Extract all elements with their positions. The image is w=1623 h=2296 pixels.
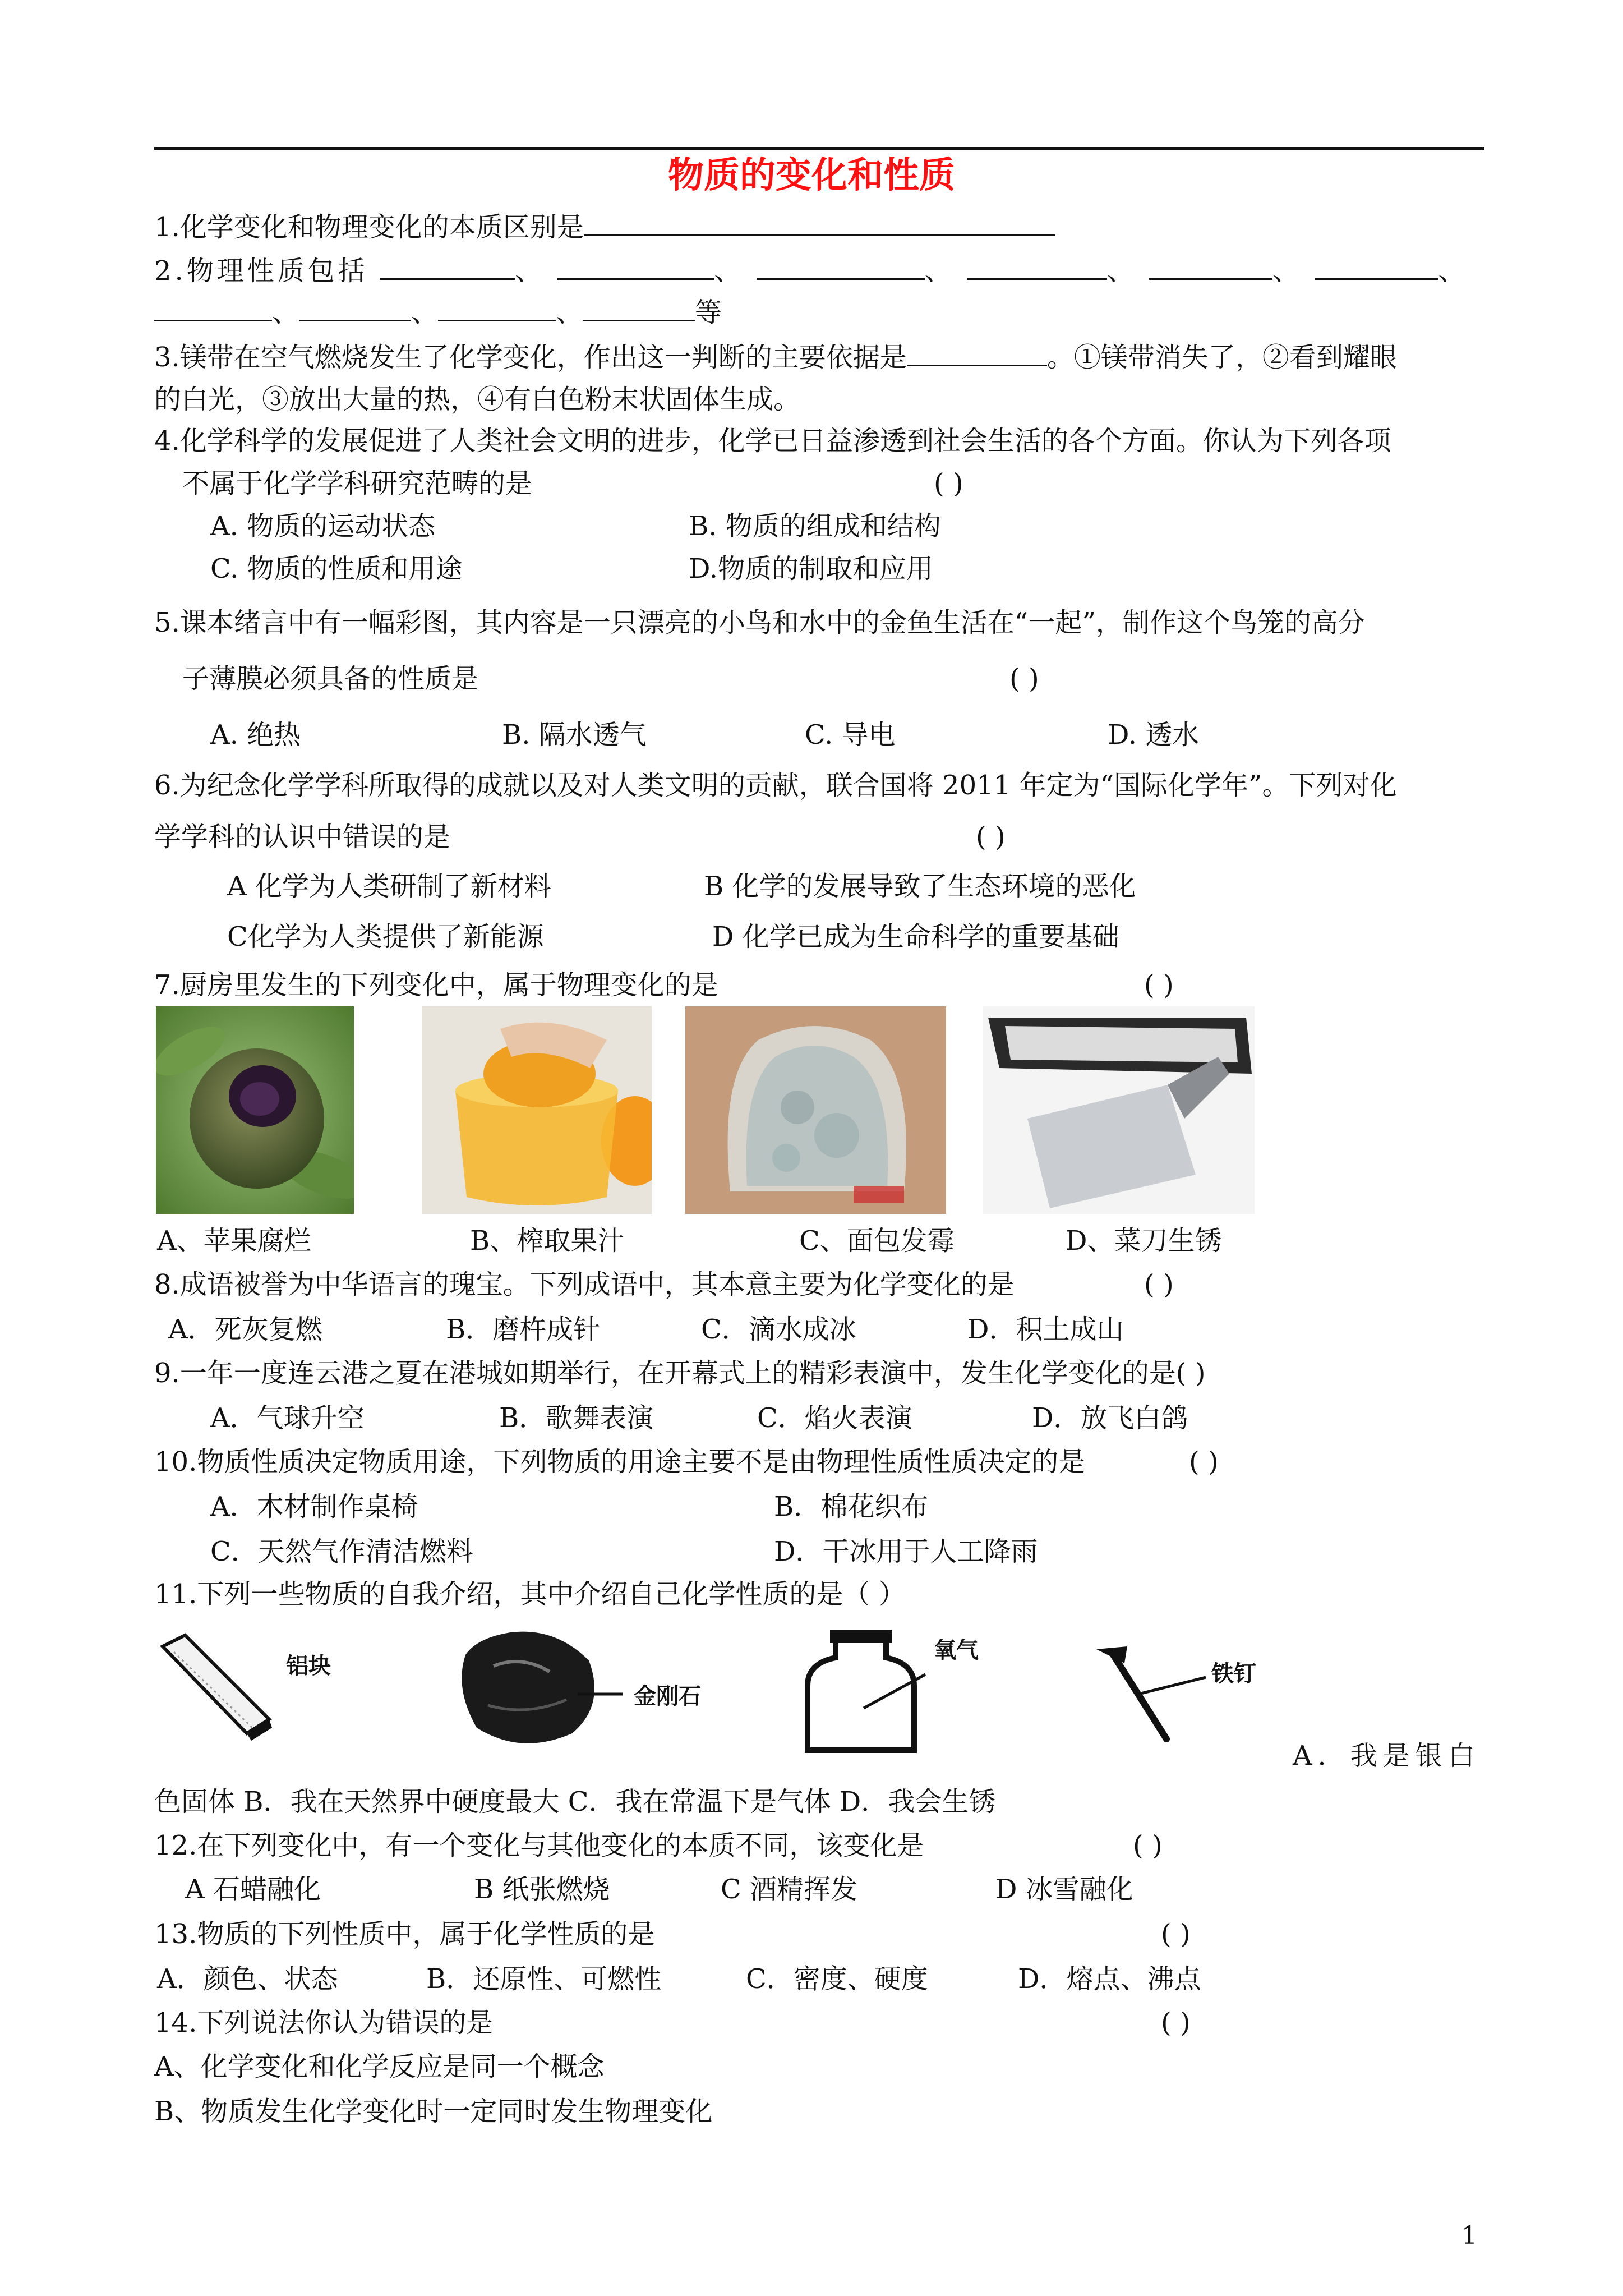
- option-c[interactable]: C. 导电: [805, 719, 896, 751]
- question-9: 9.一年一度连云港之夏在港城如期举行，在开幕式上的精彩表演中，发生化学变化的是( ): [154, 1358, 1206, 1389]
- separator: 、: [1272, 255, 1303, 287]
- question-12: 12.在下列变化中，有一个变化与其他变化的本质不同，该变化是: [154, 1830, 924, 1861]
- header-rule: [154, 147, 1484, 150]
- question-1: [154, 209, 1055, 245]
- option-b[interactable]: B．还原性、可燃性: [426, 1963, 662, 1995]
- question-11-option-a[interactable]: A．我是银白: [1293, 1740, 1481, 1772]
- diamond-icon: [443, 1621, 623, 1756]
- answer-paren[interactable]: ( ): [1144, 969, 1174, 1001]
- option-b[interactable]: B、榨取果汁: [470, 1225, 625, 1257]
- question-11: 11.下列一些物质的自我介绍，其中介绍自己化学性质的是（ ）: [154, 1579, 906, 1610]
- option-b[interactable]: B 化学的发展导致了生态环境的恶化: [704, 871, 1136, 902]
- option-c[interactable]: C．密度、硬度: [746, 1963, 928, 1995]
- option-b[interactable]: B. 物质的组成和结构: [689, 510, 941, 542]
- option-a[interactable]: A、化学变化和化学反应是同一个概念: [154, 2051, 605, 2082]
- page-number: 1: [1461, 2221, 1477, 2250]
- aluminum-block-icon: [157, 1630, 286, 1742]
- option-c[interactable]: C 酒精挥发: [721, 1874, 857, 1905]
- question-3-line2: 的白光，③放出大量的热，④有白色粉末状固体生成。: [154, 384, 801, 415]
- separator: 、: [924, 255, 955, 287]
- option-a[interactable]: A. 物质的运动状态: [210, 510, 436, 542]
- question-13: 13.物质的下列性质中，属于化学性质的是: [154, 1918, 655, 1950]
- separator: 、: [1106, 255, 1137, 287]
- answer-blank[interactable]: [757, 252, 925, 280]
- question-2: [154, 252, 1469, 289]
- answer-blank[interactable]: [907, 339, 1047, 366]
- question-6: 6.为纪念化学学科所取得的成就以及对人类文明的贡献，联合国将 2011 年定为“国际化学年”。下列对化: [154, 770, 1397, 801]
- answer-blank[interactable]: [380, 252, 515, 280]
- separator: 、: [515, 255, 546, 287]
- question-14: 14.下列说法你认为错误的是: [154, 2007, 494, 2039]
- option-b[interactable]: B、物质发生化学变化时一定同时发生物理变化: [154, 2096, 713, 2127]
- question-4: 4.化学科学的发展促进了人类社会文明的进步，化学已日益渗透到社会生活的各个方面。你认为下列各项: [154, 425, 1391, 457]
- option-c[interactable]: C化学为人类提供了新能源: [227, 921, 544, 953]
- option-b[interactable]: B 纸张燃烧: [474, 1874, 610, 1905]
- question-5-line2: 子薄膜必须具备的性质是: [182, 663, 479, 694]
- option-d[interactable]: D 冰雪融化: [995, 1874, 1133, 1905]
- option-a[interactable]: A 化学为人类研制了新材料: [227, 871, 551, 902]
- option-d[interactable]: D．放飞白鸽: [1032, 1402, 1188, 1434]
- option-c[interactable]: C. 物质的性质和用途: [210, 553, 463, 585]
- option-a[interactable]: A．木材制作桌椅: [210, 1491, 418, 1522]
- answer-paren[interactable]: ( ): [1144, 1269, 1174, 1300]
- answer-blank[interactable]: [154, 294, 272, 321]
- separator: 、: [714, 255, 745, 287]
- option-d[interactable]: D. 透水: [1108, 719, 1200, 751]
- answer-paren[interactable]: ( ): [976, 821, 1006, 853]
- diamond-label: 金刚石: [634, 1683, 701, 1709]
- question-2-text: 2.物理性质包括: [154, 255, 368, 287]
- kitchen-knife-photo: [983, 1006, 1255, 1214]
- option-c[interactable]: C．天然气作清洁燃料: [210, 1536, 473, 1567]
- option-d[interactable]: D．干冰用于人工降雨: [774, 1536, 1038, 1567]
- option-c[interactable]: C、面包发霉: [799, 1225, 955, 1257]
- answer-blank[interactable]: [584, 209, 1055, 236]
- option-d[interactable]: D 化学已成为生命科学的重要基础: [712, 921, 1119, 953]
- option-a[interactable]: A. 绝热: [210, 719, 301, 751]
- moldy-bread-photo: [685, 1006, 946, 1214]
- option-a[interactable]: A．死灰复燃: [168, 1314, 322, 1345]
- answer-paren[interactable]: ( ): [1161, 2007, 1191, 2039]
- answer-blank[interactable]: [1149, 252, 1272, 280]
- question-2-cont: 、 、 、 等: [154, 294, 722, 330]
- question-4-line2: 不属于化学学科研究范畴的是: [182, 468, 533, 499]
- aluminum-label: 铝块: [286, 1653, 331, 1679]
- option-b[interactable]: B．棉花织布: [774, 1491, 929, 1522]
- page-title: 物质的变化和性质: [668, 154, 955, 196]
- answer-paren[interactable]: ( ): [934, 468, 963, 499]
- option-d[interactable]: D、菜刀生锈: [1066, 1225, 1222, 1257]
- question-11-options[interactable]: 色固体 B．我在天然界中硬度最大 C．我在常温下是气体 D．我会生锈: [154, 1786, 996, 1818]
- answer-paren[interactable]: ( ): [1189, 1446, 1219, 1478]
- oxygen-bottle-icon: [796, 1624, 931, 1759]
- question-6-line2: 学学科的认识中错误的是: [154, 821, 451, 853]
- option-d[interactable]: D．熔点、沸点: [1018, 1963, 1201, 1995]
- answer-blank[interactable]: [967, 252, 1107, 280]
- option-b[interactable]: B．磨杵成针: [446, 1314, 601, 1345]
- rotten-apple-photo: [156, 1006, 354, 1214]
- iron-nail-label: 铁钉: [1211, 1661, 1256, 1687]
- question-8: 8.成语被誉为中华语言的瑰宝。下列成语中，其本意主要为化学变化的是: [154, 1269, 1015, 1300]
- juicer-photo: [422, 1006, 652, 1214]
- option-a[interactable]: A．颜色、状态: [157, 1963, 338, 1995]
- option-a[interactable]: A．气球升空: [210, 1402, 365, 1434]
- question-7: 7.厨房里发生的下列变化中，属于物理变化的是: [154, 969, 718, 1001]
- option-d[interactable]: D.物质的制取和应用: [689, 553, 934, 585]
- option-a[interactable]: A 石蜡融化: [185, 1874, 321, 1905]
- option-b[interactable]: B. 隔水透气: [502, 719, 647, 751]
- option-d[interactable]: D．积土成山: [967, 1314, 1124, 1345]
- question-5: 5.课本绪言中有一幅彩图，其内容是一只漂亮的小鸟和水中的金鱼生活在“一起”，制作这个鸟笼的高分: [154, 607, 1365, 638]
- answer-paren[interactable]: ( ): [1009, 663, 1039, 694]
- answer-blank[interactable]: [557, 252, 714, 280]
- option-c[interactable]: C．滴水成冰: [701, 1314, 856, 1345]
- option-b[interactable]: B．歌舞表演: [499, 1402, 654, 1434]
- answer-blank[interactable]: [438, 294, 556, 321]
- option-c[interactable]: C．焰火表演: [757, 1402, 912, 1434]
- option-a[interactable]: A、苹果腐烂: [157, 1225, 311, 1257]
- iron-nail-icon: [1094, 1644, 1206, 1750]
- answer-blank[interactable]: [1315, 252, 1438, 280]
- oxygen-label: 氧气: [934, 1637, 979, 1663]
- answer-paren[interactable]: ( ): [1133, 1830, 1163, 1861]
- question-1-text: 1.化学变化和物理变化的本质区别是: [154, 211, 584, 243]
- answer-paren[interactable]: ( ): [1161, 1918, 1191, 1950]
- question-3: 3.镁带在空气燃烧发生了化学变化，作出这一判断的主要依据是 。①镁带消失了，②看到耀眼: [154, 339, 1397, 375]
- answer-blank[interactable]: [299, 294, 411, 321]
- question-10: 10.物质性质决定物质用途，下列物质的用途主要不是由物理性质性质决定的是: [154, 1446, 1086, 1478]
- answer-blank[interactable]: [583, 294, 695, 321]
- separator: 、: [1438, 255, 1469, 287]
